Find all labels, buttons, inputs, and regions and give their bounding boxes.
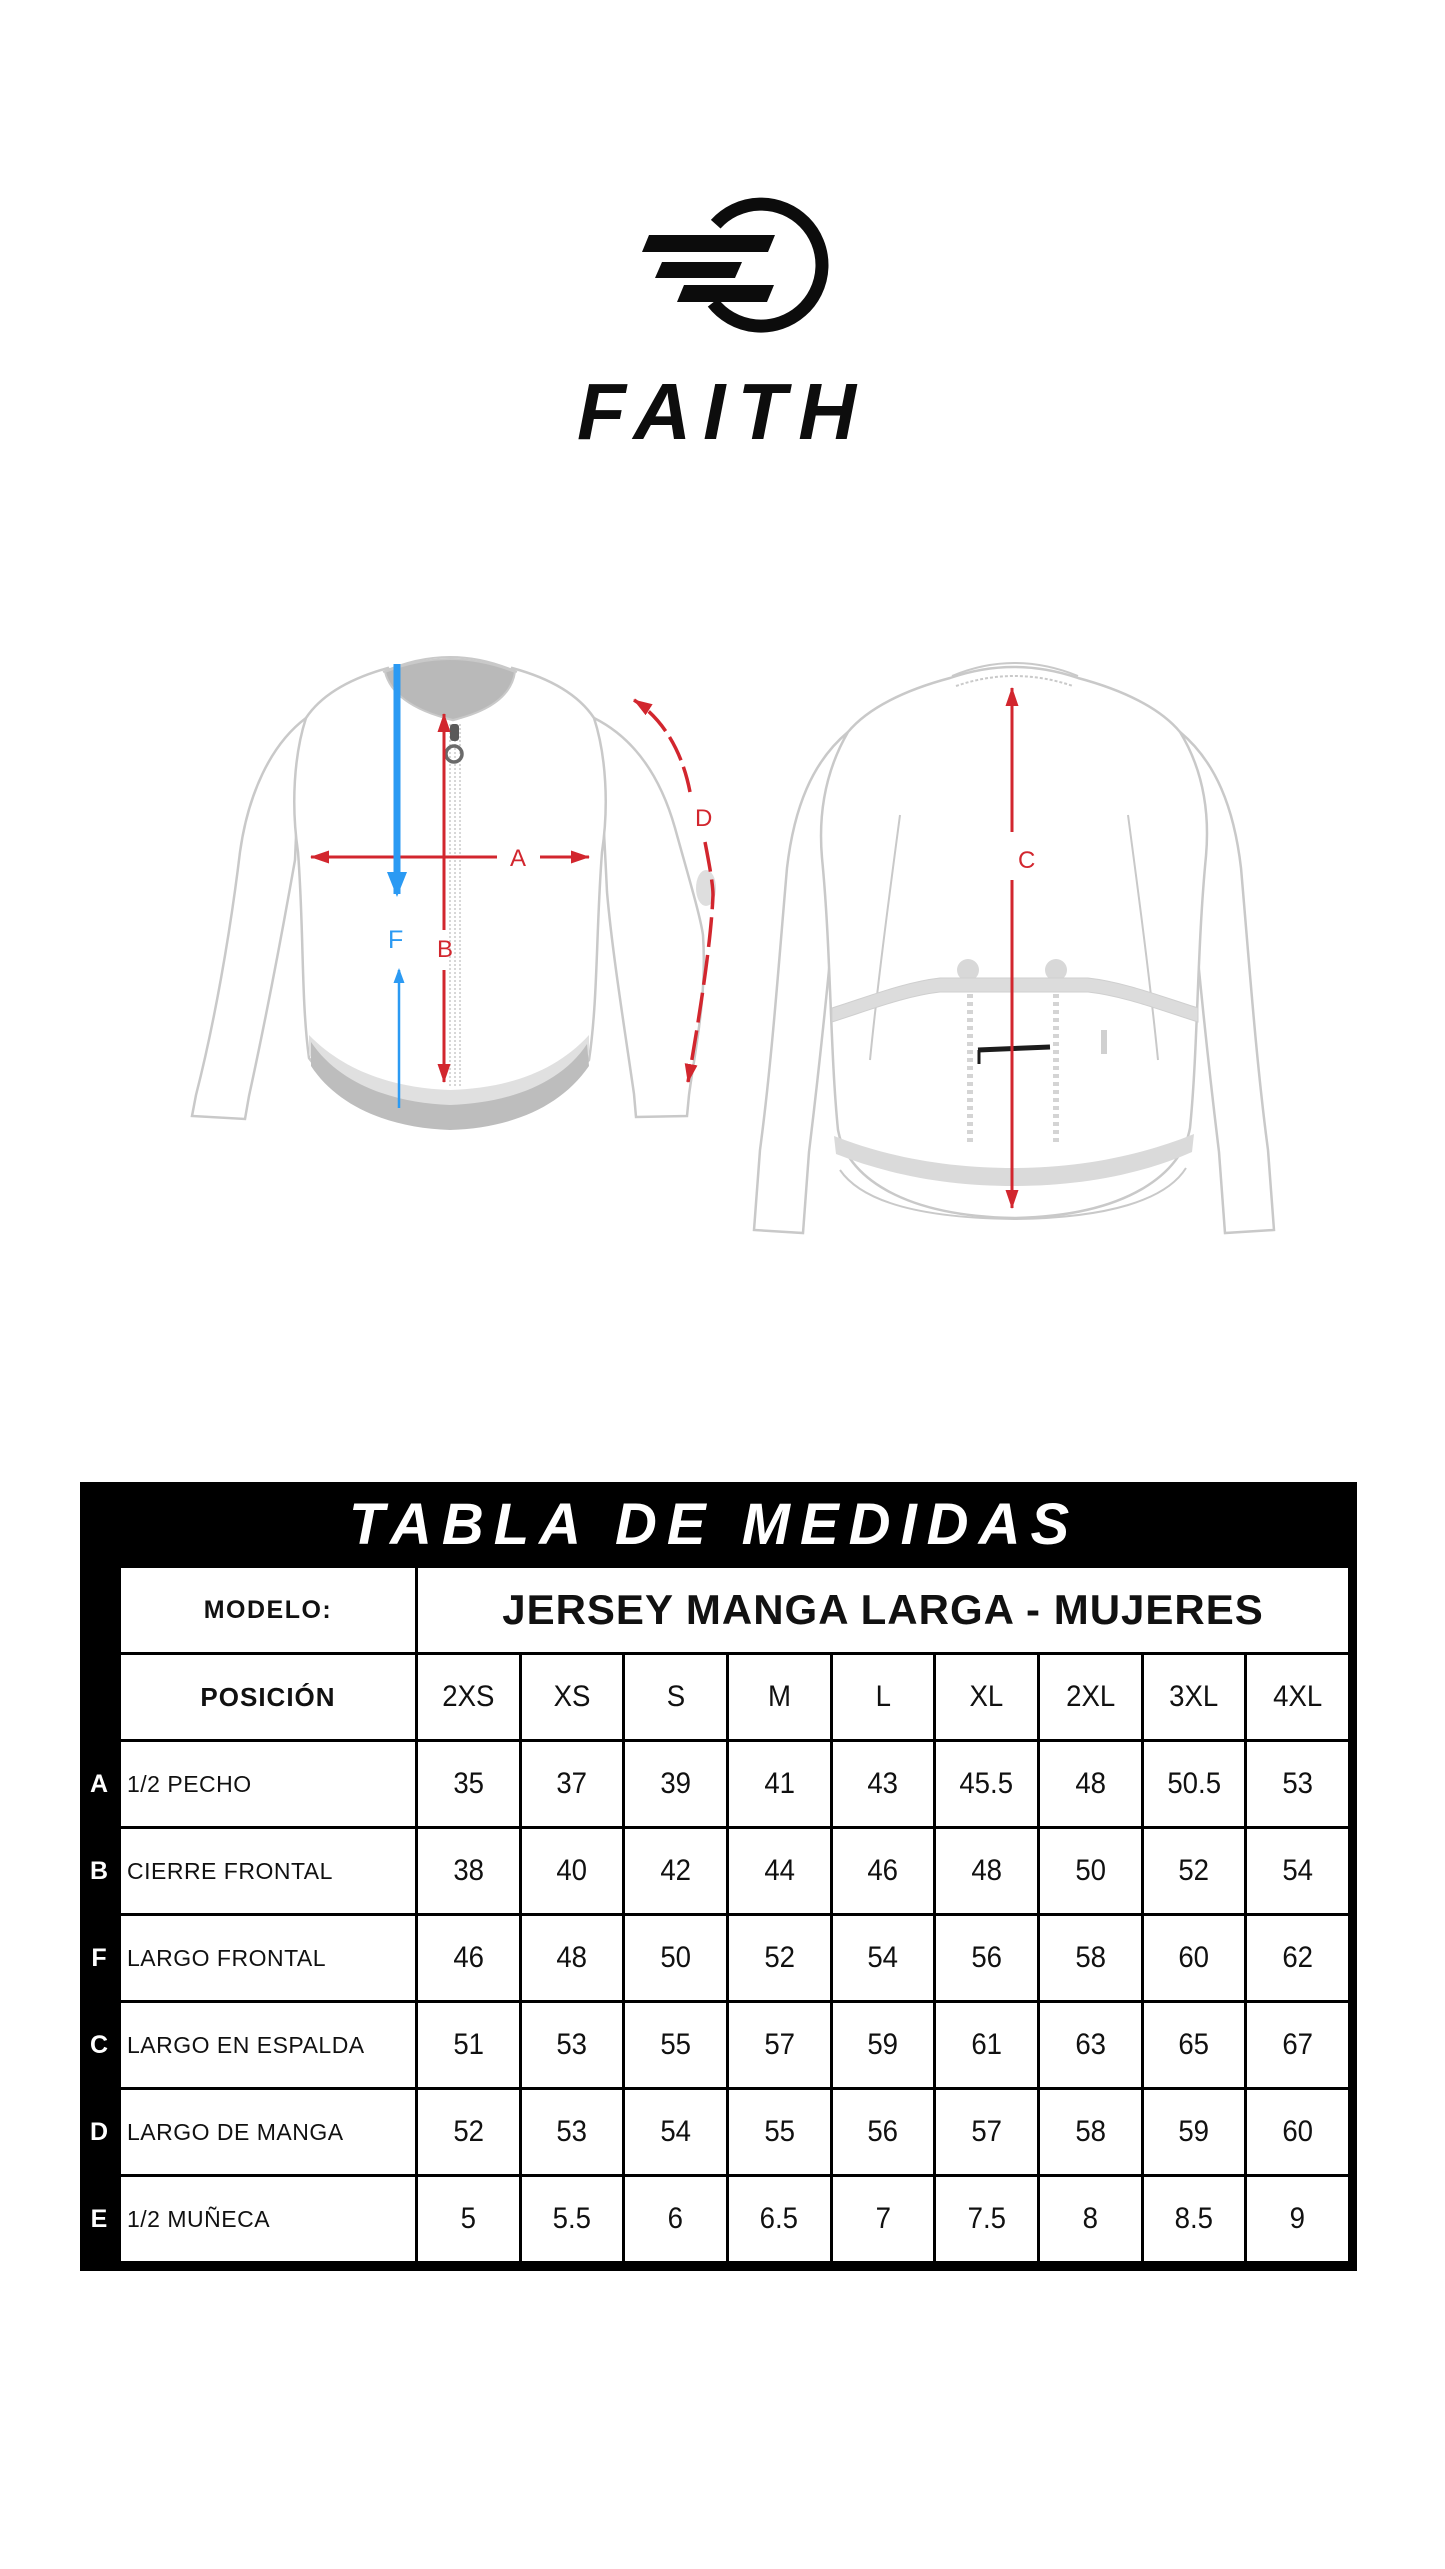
measure-label-D: D xyxy=(695,805,713,832)
measure-value: 57 xyxy=(729,2003,830,2087)
measure-value: 50 xyxy=(625,1916,726,2000)
back-body xyxy=(821,667,1207,1218)
measure-value: 45.5 xyxy=(936,1742,1037,1826)
measure-value: 60 xyxy=(1144,1916,1245,2000)
measure-value: 44 xyxy=(729,1829,830,1913)
front-left-sleeve xyxy=(192,718,306,1119)
measure-value: 53 xyxy=(522,2090,623,2174)
measure-label-C: C xyxy=(1018,847,1036,874)
measure-value: 8.5 xyxy=(1144,2177,1245,2261)
front-jersey-diagram xyxy=(192,657,716,1130)
measure-value: 52 xyxy=(729,1916,830,2000)
row-letter: F xyxy=(80,1916,118,2000)
measure-value: 38 xyxy=(418,1829,519,1913)
measure-value: 37 xyxy=(522,1742,623,1826)
measure-value: 39 xyxy=(625,1742,726,1826)
size-header: 4XL xyxy=(1247,1655,1348,1739)
measure-value: 58 xyxy=(1040,1916,1141,2000)
row-letter: C xyxy=(80,2003,118,2087)
measure-value: 50.5 xyxy=(1144,1742,1245,1826)
row-letter: A xyxy=(80,1742,118,1826)
size-header: 2XS xyxy=(418,1655,519,1739)
measure-value: 7.5 xyxy=(936,2177,1037,2261)
size-header: 3XL xyxy=(1144,1655,1245,1739)
side-zip-mark xyxy=(1101,1030,1107,1054)
row-label: CIERRE FRONTAL xyxy=(121,1829,415,1913)
size-header: 2XL xyxy=(1040,1655,1141,1739)
measure-value: 5.5 xyxy=(522,2177,623,2261)
measure-value: 5 xyxy=(418,2177,519,2261)
row-letter-cell-empty xyxy=(80,1568,118,1652)
row-letter: D xyxy=(80,2090,118,2174)
measure-value: 62 xyxy=(1247,1916,1348,2000)
row-label: 1/2 MUÑECA xyxy=(121,2177,415,2261)
measure-value: 40 xyxy=(522,1829,623,1913)
measure-value: 56 xyxy=(833,2090,934,2174)
measure-value: 41 xyxy=(729,1742,830,1826)
measure-value: 6.5 xyxy=(729,2177,830,2261)
measure-value: 60 xyxy=(1247,2090,1348,2174)
measure-value: 54 xyxy=(833,1916,934,2000)
measure-value: 8 xyxy=(1040,2177,1141,2261)
row-letter: E xyxy=(80,2177,118,2261)
measure-value: 52 xyxy=(418,2090,519,2174)
size-table-grid xyxy=(80,1568,1348,2261)
measure-label-B: B xyxy=(437,936,454,963)
measure-value: 51 xyxy=(418,2003,519,2087)
measure-value: 67 xyxy=(1247,2003,1348,2087)
logo-speed-line-3 xyxy=(677,285,774,302)
measure-value: 63 xyxy=(1040,2003,1141,2087)
brand-logo-icon xyxy=(617,190,837,340)
measure-value: 61 xyxy=(936,2003,1037,2087)
row-label: LARGO EN ESPALDA xyxy=(121,2003,415,2087)
measure-value: 48 xyxy=(1040,1742,1141,1826)
measure-value: 6 xyxy=(625,2177,726,2261)
size-header: M xyxy=(729,1655,830,1739)
size-header: XS xyxy=(522,1655,623,1739)
measure-value: 65 xyxy=(1144,2003,1245,2087)
measure-value: 54 xyxy=(625,2090,726,2174)
zipper-pull xyxy=(450,724,459,741)
row-letter: B xyxy=(80,1829,118,1913)
measure-value: 52 xyxy=(1144,1829,1245,1913)
measure-value: 9 xyxy=(1247,2177,1348,2261)
measure-value: 54 xyxy=(1247,1829,1348,1913)
measure-value: 46 xyxy=(833,1829,934,1913)
measure-value: 55 xyxy=(625,2003,726,2087)
pocket-zipper-line xyxy=(978,1047,1050,1050)
measure-value: 42 xyxy=(625,1829,726,1913)
row-letter-cell-empty xyxy=(80,1655,118,1739)
measure-value: 53 xyxy=(1247,1742,1348,1826)
measure-value: 59 xyxy=(1144,2090,1245,2174)
measure-value: 48 xyxy=(522,1916,623,2000)
measure-value: 48 xyxy=(936,1829,1037,1913)
measure-value: 7 xyxy=(833,2177,934,2261)
size-table-title: TABLA DE MEDIDAS xyxy=(80,1482,1348,1568)
measure-value: 55 xyxy=(729,2090,830,2174)
row-label: 1/2 PECHO xyxy=(121,1742,415,1826)
measure-label-F: F xyxy=(388,926,404,954)
measure-value: 43 xyxy=(833,1742,934,1826)
measure-value: 53 xyxy=(522,2003,623,2087)
logo-speed-line-2 xyxy=(655,262,742,278)
measure-label-A: A xyxy=(510,845,527,872)
measure-value: 59 xyxy=(833,2003,934,2087)
size-header: S xyxy=(625,1655,726,1739)
size-header: XL xyxy=(936,1655,1037,1739)
measure-value: 46 xyxy=(418,1916,519,2000)
size-table xyxy=(80,1482,1357,2271)
measure-value: 35 xyxy=(418,1742,519,1826)
measurement-diagram xyxy=(0,630,1445,1280)
position-label: POSICIÓN xyxy=(121,1655,415,1739)
model-label: MODELO: xyxy=(121,1568,415,1652)
size-header: L xyxy=(833,1655,934,1739)
brand-name: FAITH xyxy=(576,367,869,456)
logo-speed-line-1 xyxy=(642,235,775,252)
back-jersey-diagram xyxy=(754,663,1274,1233)
row-label: LARGO DE MANGA xyxy=(121,2090,415,2174)
model-value: JERSEY MANGA LARGA - MUJERES xyxy=(418,1568,1348,1652)
measure-value: 56 xyxy=(936,1916,1037,2000)
measure-value: 58 xyxy=(1040,2090,1141,2174)
row-label: LARGO FRONTAL xyxy=(121,1916,415,2000)
measure-value: 50 xyxy=(1040,1829,1141,1913)
measure-value: 57 xyxy=(936,2090,1037,2174)
